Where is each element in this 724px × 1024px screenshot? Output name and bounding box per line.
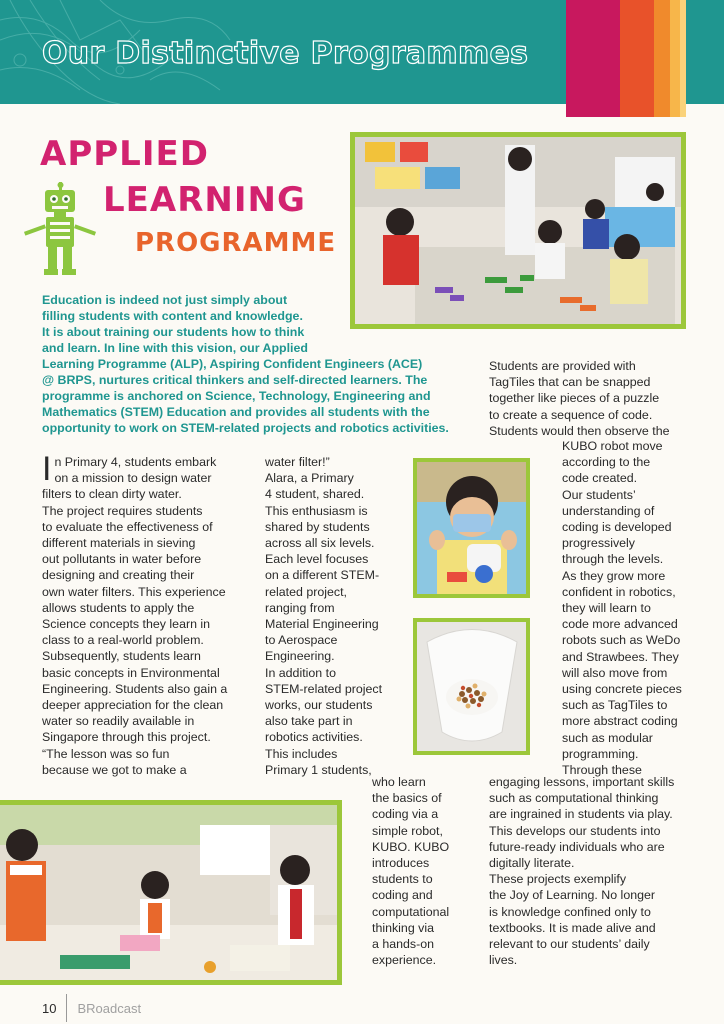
heading-programme: PROGRAMME	[135, 228, 337, 258]
body-column-1	[42, 450, 252, 778]
color-stripe-1	[566, 0, 620, 117]
body-column-2: water filter!” Alara, a Primary 4 student, shared. This enthusiasm is shared by students across all six levels. Each level focuses on a different STEM- related project, ranging from Material Engineering to Aerospace Engineering. In addition to STEM-related project works, our students also take part in robotics activities. This includes Primary 1 students,	[265, 455, 383, 777]
drop-cap: I	[42, 450, 52, 488]
body-column-3-continued: KUBO robot move according to the code created. Our students’ understanding of coding is developed progressively through the levels. As they grow more confident in robotics, they will learn to code more advanced robots such as WeDo and Strawbees. They will also move from using concrete pieces such as TagTiles to more abstract coding such as modular programming. Through these	[562, 439, 682, 778]
color-stripe-4	[670, 0, 680, 117]
footer-divider	[66, 994, 67, 1022]
students-photo	[0, 800, 342, 985]
page-title: Our Distinctive Programmes	[42, 36, 529, 71]
intro-text: Education is indeed not just simply about filling students with content and knowledge. It is about training our students how to think and learn. In line with this vision, our Applied Learning Programme (ALP), Aspiring Confident Engineers (ACE) @ BRPS, nurtures critical thinkers and self-directed learners. The programme is anchored on Science, Technology, Engineering and Mathematics (STEM) Education and provides all students with the opportunity to work on STEM-related projects and robotics activities.	[42, 293, 449, 435]
water-filter-photo	[413, 618, 530, 755]
column-1-text: n Primary 4, students embark on a mission to design water filters to clean dirty water. The project requires students to evaluate the effectiveness of different materials in sieving out pollutants in water before designing and creating their own water filters. This experience allows students to apply the Science concepts they learn in class to a real-world problem. Subsequently, students learn basic concepts in Environmental Engineering. Students also gain a deeper appreciation for the clean water so readily available in Singapore through this project. “The lesson was so fun because we got to make a	[42, 455, 228, 777]
color-stripe-5	[680, 0, 686, 117]
kubo-robot-photo	[413, 458, 530, 598]
color-stripe-3	[654, 0, 670, 117]
heading-learning: LEARNING	[103, 180, 306, 220]
heading-applied: APPLIED	[40, 134, 209, 174]
robot-icon	[18, 182, 102, 282]
body-column-3-bottom: engaging lessons, important skills such as computational thinking are ingrained in students via play. This develops our students into future-ready individuals who are digitally literate. These projects exemplify the Joy of Learning. No longer is knowledge confined only to textbooks. It is made alive and relevant to our students’ daily lives.	[489, 775, 675, 968]
page-footer	[42, 994, 141, 1022]
page-number: 10	[42, 1000, 57, 1016]
intro-paragraph	[42, 292, 482, 436]
body-column-2-continued: who learn the basics of coding via a simple robot, KUBO. KUBO introduces students to coding and computational thinking via a hands-on experience.	[372, 775, 450, 968]
body-column-3: Students are provided with TagTiles that can be snapped together like pieces of a puzzle to create a sequence of code. Students would then observe the	[489, 359, 670, 438]
publication-name: BRoadcast	[77, 1000, 142, 1016]
color-stripe-2	[620, 0, 654, 117]
